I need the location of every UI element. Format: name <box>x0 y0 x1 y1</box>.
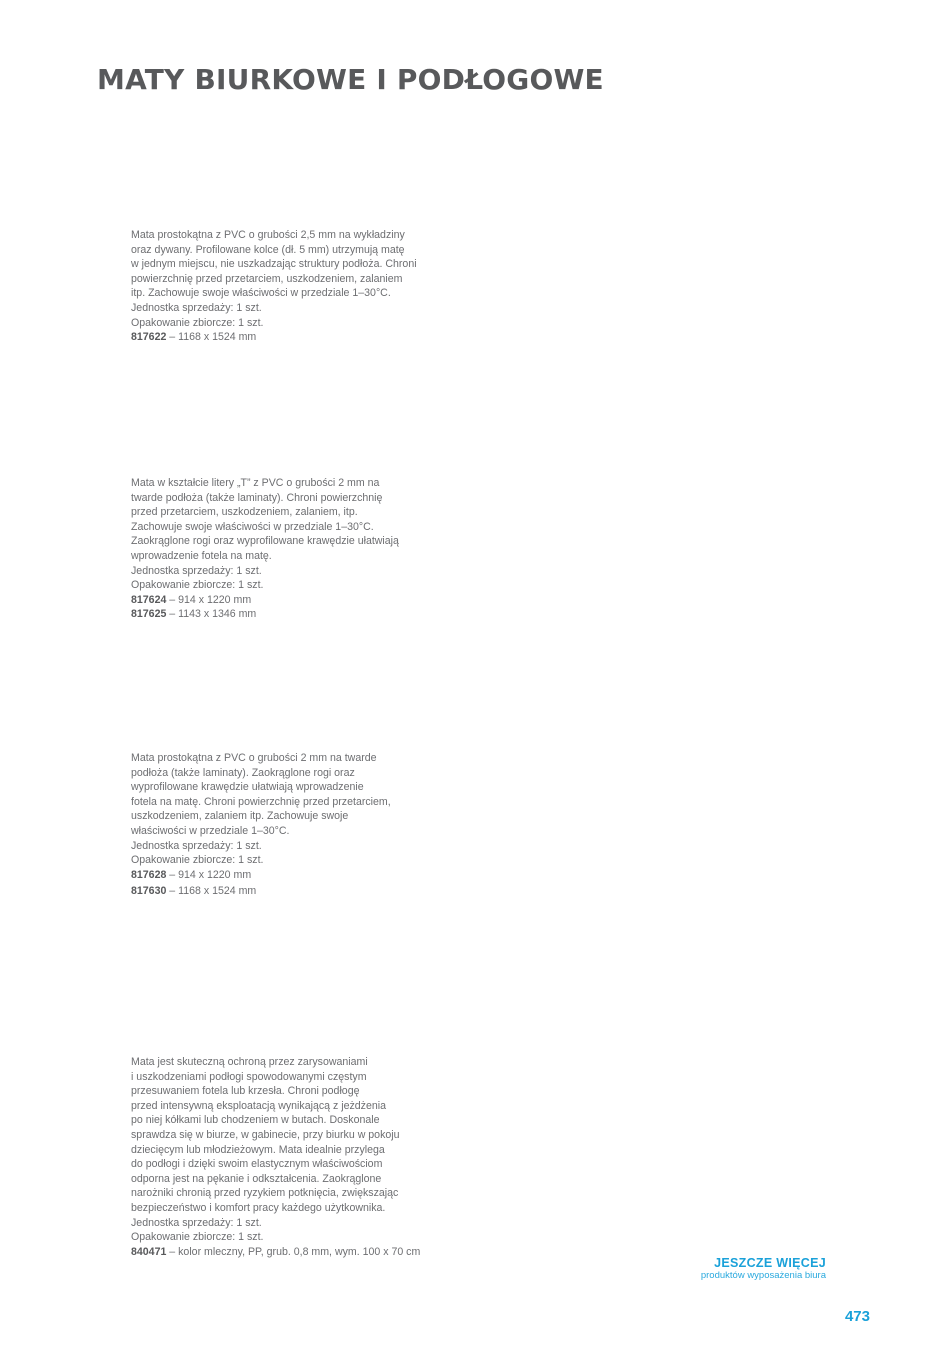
product-description-line: przed intensywną eksploatacją wynikającą z jeżdżenia <box>131 1099 386 1112</box>
bulk-packaging: Opakowanie zbiorcze: 1 szt. <box>131 854 264 867</box>
product-code: 840471 <box>131 1245 167 1258</box>
product-description-line: wyprofilowane krawędzie ułatwiają wprowadzenie <box>131 781 364 794</box>
product-block <box>131 228 461 345</box>
product-code: 817622 <box>131 331 167 344</box>
product-code: 817624 <box>131 593 167 606</box>
product-description-line: fotela na matę. Chroni powierzchnię przed przetarciem, <box>131 795 391 808</box>
product-variant <box>131 607 461 622</box>
product-variant <box>131 330 461 345</box>
product-block <box>131 476 461 622</box>
product-spec: – 914 x 1220 mm <box>166 868 252 881</box>
product-description-line: i uszkodzeniami podłogi spowodowanymi częstym <box>131 1070 367 1083</box>
product-spec: – kolor mleczny, PP, grub. 0,8 mm, wym. 100 x 70 cm <box>166 1245 421 1258</box>
sales-unit: Jednostka sprzedaży: 1 szt. <box>131 564 262 577</box>
sales-unit: Jednostka sprzedaży: 1 szt. <box>131 839 262 852</box>
product-description-line: Zaokrąglone rogi oraz wyprofilowane krawędzie ułatwiają <box>131 535 399 548</box>
sales-unit: Jednostka sprzedaży: 1 szt. <box>131 1216 262 1229</box>
product-description-line: sprawdza się w biurze, w gabinecie, przy biurku w pokoju <box>131 1128 400 1141</box>
more-products-promo[interactable] <box>701 1256 826 1282</box>
page-title: MATY BIURKOWE I PODŁOGOWE <box>97 63 604 96</box>
product-description-line: Zachowuje swoje właściwości w przedziale 1–30°C. <box>131 520 374 533</box>
page-number: 473 <box>844 1308 870 1325</box>
product-description-line: przed przetarciem, uszkodzeniem, zalaniem, itp. <box>131 506 358 519</box>
product-spec: – 1168 x 1524 mm <box>166 331 257 344</box>
product-spec: – 1143 x 1346 mm <box>166 608 257 621</box>
product-block <box>131 1055 461 1259</box>
product-description-line: dziecięcym lub młodzieżowym. Mata idealnie przylega <box>131 1143 385 1156</box>
product-variant <box>131 868 461 883</box>
product-code: 817628 <box>131 868 167 881</box>
product-description-line: twarde podłoża (także laminaty). Chroni powierzchnię <box>131 491 383 504</box>
product-description-line: narożniki chronią przed ryzykiem potknięcia, zwiększając <box>131 1187 399 1200</box>
product-description-line: bezpieczeństwo i komfort pracy każdego użytkownika. <box>131 1201 386 1214</box>
product-description-line: uszkodzeniem, zalaniem itp. Zachowuje swoje <box>131 810 349 823</box>
bulk-packaging: Opakowanie zbiorcze: 1 szt. <box>131 316 264 329</box>
product-block <box>131 751 461 898</box>
more-products-subtitle: produktów wyposażenia biura <box>700 1270 826 1281</box>
product-code: 817625 <box>131 608 167 621</box>
product-description-line: podłoża (także laminaty). Zaokrąglone rogi oraz <box>131 766 355 779</box>
product-description-line: odporna jest na pękanie i odkształcenia. Zaokrąglone <box>131 1172 382 1185</box>
product-variant <box>131 884 461 899</box>
product-description-line: przesuwaniem fotela lub krzesła. Chroni podłogę <box>131 1085 360 1098</box>
product-description-line: wprowadzenie fotela na matę. <box>131 549 272 562</box>
product-description-line: itp. Zachowuje swoje właściwości w przedziale 1–30°C. <box>131 287 391 300</box>
product-description-line: Mata w kształcie litery „T” z PVC o grubości 2 mm na <box>131 477 380 489</box>
product-spec: – 1168 x 1524 mm <box>166 884 257 897</box>
product-description-line: powierzchnię przed przetarciem, uszkodzeniem, zalaniem <box>131 272 403 285</box>
product-description-line: Mata prostokątna z PVC o grubości 2 mm na twarde <box>131 752 377 764</box>
more-products-title: JESZCZE WIĘCEJ <box>714 1256 826 1270</box>
product-description-line: po niej kółkami lub chodzeniem w butach. Doskonale <box>131 1114 380 1127</box>
product-description-line: Mata prostokątna z PVC o grubości 2,5 mm na wykładziny <box>131 229 405 241</box>
bulk-packaging: Opakowanie zbiorcze: 1 szt. <box>131 1231 264 1244</box>
bulk-packaging: Opakowanie zbiorcze: 1 szt. <box>131 579 264 592</box>
product-description-line: oraz dywany. Profilowane kolce (dł. 5 mm) utrzymują matę <box>131 243 405 256</box>
product-description-line: właściwości w przedziale 1–30°C. <box>131 824 290 837</box>
product-description-line: Mata jest skuteczną ochroną przez zarysowaniami <box>131 1056 368 1068</box>
sales-unit: Jednostka sprzedaży: 1 szt. <box>131 301 262 314</box>
product-code: 817630 <box>131 884 167 897</box>
product-variant <box>131 593 461 608</box>
product-variant <box>131 1245 461 1260</box>
product-description-line: do podłogi i dzięki swoim elastycznym właściwościom <box>131 1158 383 1171</box>
product-description-line: w jednym miejscu, nie uszkadzając struktury podłoża. Chroni <box>131 258 417 271</box>
product-spec: – 914 x 1220 mm <box>166 593 252 606</box>
